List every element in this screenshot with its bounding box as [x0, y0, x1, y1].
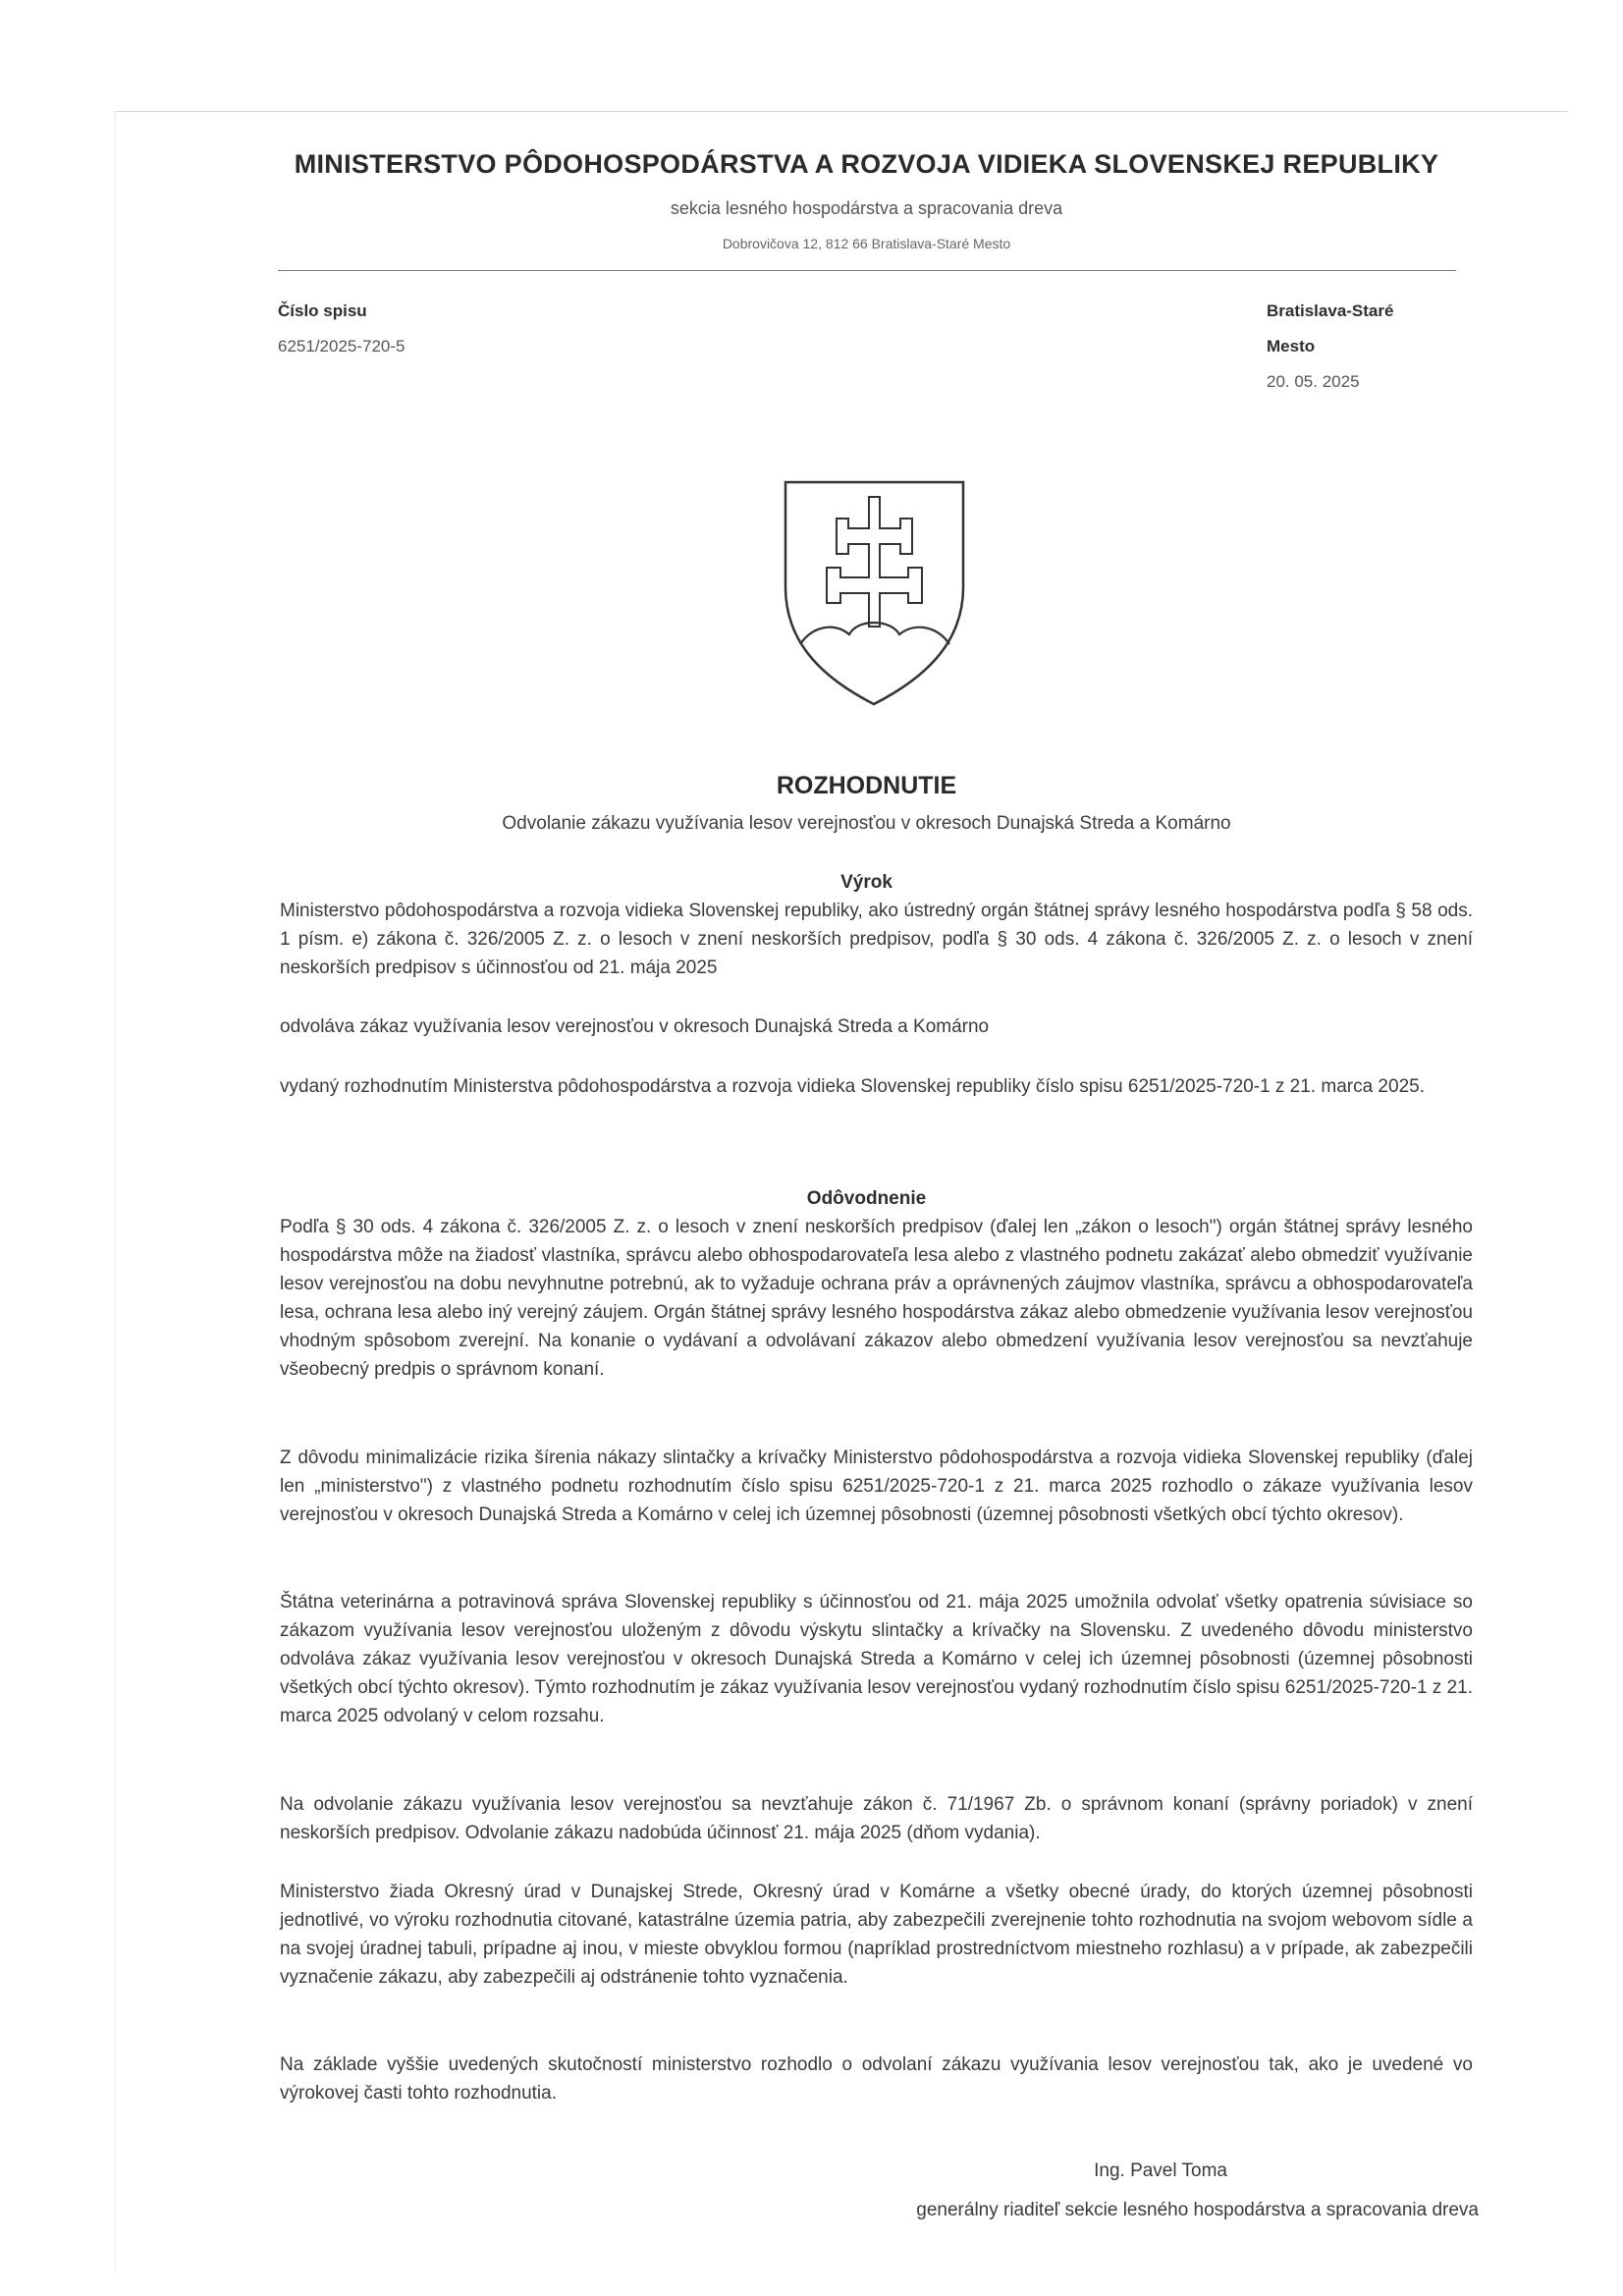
- reasoning-paragraph-2: Z dôvodu minimalizácie rizika šírenia nákazy slintačky a krívačky Ministerstvo pôdohospodárstva a rozvoja vidieka Slovenskej republiky (ďalej len „ministerstvo") z vlastného podnetu rozhodnutím číslo spisu 6251/2025-720-1 z 21. marca 2025 rozhodlo o zákaze využívania lesov verejnosťou v okresoch Dunajská Streda a Komárno v celej ich územnej pôsobnosti (územnej pôsobnosti všetkých obcí týchto okresov).: [280, 1448, 1473, 1525]
- verdict-paragraph-3: vydaný rozhodnutím Ministerstva pôdohospodárstva a rozvoja vidieka Slovenskej republiky číslo spisu 6251/2025-720-1 z 21. marca 2025.: [280, 1076, 1425, 1097]
- verdict-paragraph-1: Ministerstvo pôdohospodárstva a rozvoja vidieka Slovenskej republiky, ako ústredný orgán štátnej správy lesného hospodárstva podľa § 58 ods. 1 písm. e) zákona č. 326/2005 Z. z. o lesoch v znení neskorších predpisov, podľa § 30 ods. 4 zákona č. 326/2005 Z. z. o lesoch v znení neskorších predpisov s účinnosťou od 21. mája 2025: [280, 901, 1473, 978]
- ministry-name: MINISTERSTVO PÔDOHOSPODÁRSTVA A ROZVOJA VIDIEKA SLOVENSKEJ REPUBLIKY: [294, 149, 1439, 179]
- signatory-name: Ing. Pavel Toma: [1094, 2160, 1227, 2181]
- coat-of-arms-emblem: [783, 479, 966, 707]
- section-name: sekcia lesného hospodárstva a spracovania dreva: [670, 198, 1063, 218]
- decision-subtitle: Odvolanie zákazu využívania lesov verejnosťou v okresoch Dunajská Streda a Komárno: [502, 813, 1231, 834]
- document-date: 20. 05. 2025: [1267, 372, 1360, 391]
- ministry-address: Dobrovičova 12, 812 66 Bratislava-Staré Mesto: [722, 236, 1011, 251]
- reasoning-paragraph-1: Podľa § 30 ods. 4 zákona č. 326/2005 Z. z. o lesoch v znení neskorších predpisov (ďalej len „zákon o lesoch") orgán štátnej správy lesného hospodárstva môže na žiadosť vlastníka, správcu alebo obhospodarovateľa lesa alebo z vlastného podnetu zakázať alebo obmedziť využívanie lesov verejnosťou na dobu nevyhnutne potrebnú, ak to vyžaduje ochrana práv a oprávnených záujmov vlastníka, správcu a obhospodarovateľa lesa, ochrana lesa alebo iný verejný záujem. Orgán štátnej správy lesného hospodárstva zákaz alebo obmedzenie využívania lesov verejnosťou vhodným spôsobom zverejní. Na konanie o vydávaní a odvolávaní zákazov alebo obmedzení využívania lesov verejnosťou sa nevzťahuje všeobecný predpis o správnom konaní.: [280, 1217, 1473, 1380]
- signatory-role: generálny riaditeľ sekcie lesného hospodárstva a spracovania dreva: [916, 2200, 1479, 2220]
- file-number-label: Číslo spisu: [278, 301, 367, 320]
- reasoning-heading: Odôvodnenie: [806, 1188, 927, 1209]
- header-divider: [278, 270, 1456, 271]
- file-number: 6251/2025-720-5: [278, 337, 406, 355]
- place-line-2: Mesto: [1267, 337, 1316, 355]
- reasoning-paragraph-4: Na odvolanie zákazu využívania lesov verejnosťou sa nevzťahuje zákon č. 71/1967 Zb. o správnom konaní (správny poriadok) v znení neskorších predpisov. Odvolanie zákazu nadobúda účinnosť 21. mája 2025 (dňom vydania).: [280, 1794, 1473, 1843]
- decision-title: ROZHODNUTIE: [776, 772, 957, 799]
- reasoning-paragraph-6: Na základe vyššie uvedených skutočností ministerstvo rozhodlo o odvolaní zákazu využívania lesov verejnosťou tak, ako je uvedené vo výrokovej časti tohto rozhodnutia.: [280, 2054, 1473, 2104]
- verdict-heading: Výrok: [840, 872, 893, 893]
- reasoning-paragraph-3: Štátna veterinárna a potravinová správa Slovenskej republiky s účinnosťou od 21. mája 2025 umožnila odvolať všetky opatrenia súvisiace so zákazom využívania lesov verejnosťou uloženým z dôvodu výskytu slintačky a krívačky na Slovensku. Z uvedeného dôvodu ministerstvo odvoláva zákaz využívania lesov verejnosťou v okresoch Dunajská Streda a Komárno v celej ich územnej pôsobnosti (územnej pôsobnosti všetkých obcí týchto okresov). Týmto rozhodnutím je zákaz využívania lesov verejnosťou vydaný rozhodnutím číslo spisu 6251/2025-720-1 z 21. marca 2025 odvolaný v celom rozsahu.: [280, 1592, 1473, 1726]
- reasoning-paragraph-5: Ministerstvo žiada Okresný úrad v Dunajskej Strede, Okresný úrad v Komárne a všetky obecné úrady, do ktorých územnej pôsobnosti jednotlivé, vo výroku rozhodnutia citované, katastrálne územia patria, aby zabezpečili zverejnenie tohto rozhodnutia na svojom webovom sídle a na svojej úradnej tabuli, prípadne aj inou, v mieste obvyklou formou (napríklad prostredníctvom miestneho rozhlasu) a v prípade, ak zabezpečili vyznačenie zákazu, aby zabezpečili aj odstránenie tohto vyznačenia.: [280, 1882, 1473, 1988]
- verdict-paragraph-2: odvoláva zákaz využívania lesov verejnosťou v okresoch Dunajská Streda a Komárno: [280, 1016, 990, 1037]
- page-border-top: [115, 111, 1568, 112]
- place-line-1: Bratislava-Staré: [1267, 301, 1394, 320]
